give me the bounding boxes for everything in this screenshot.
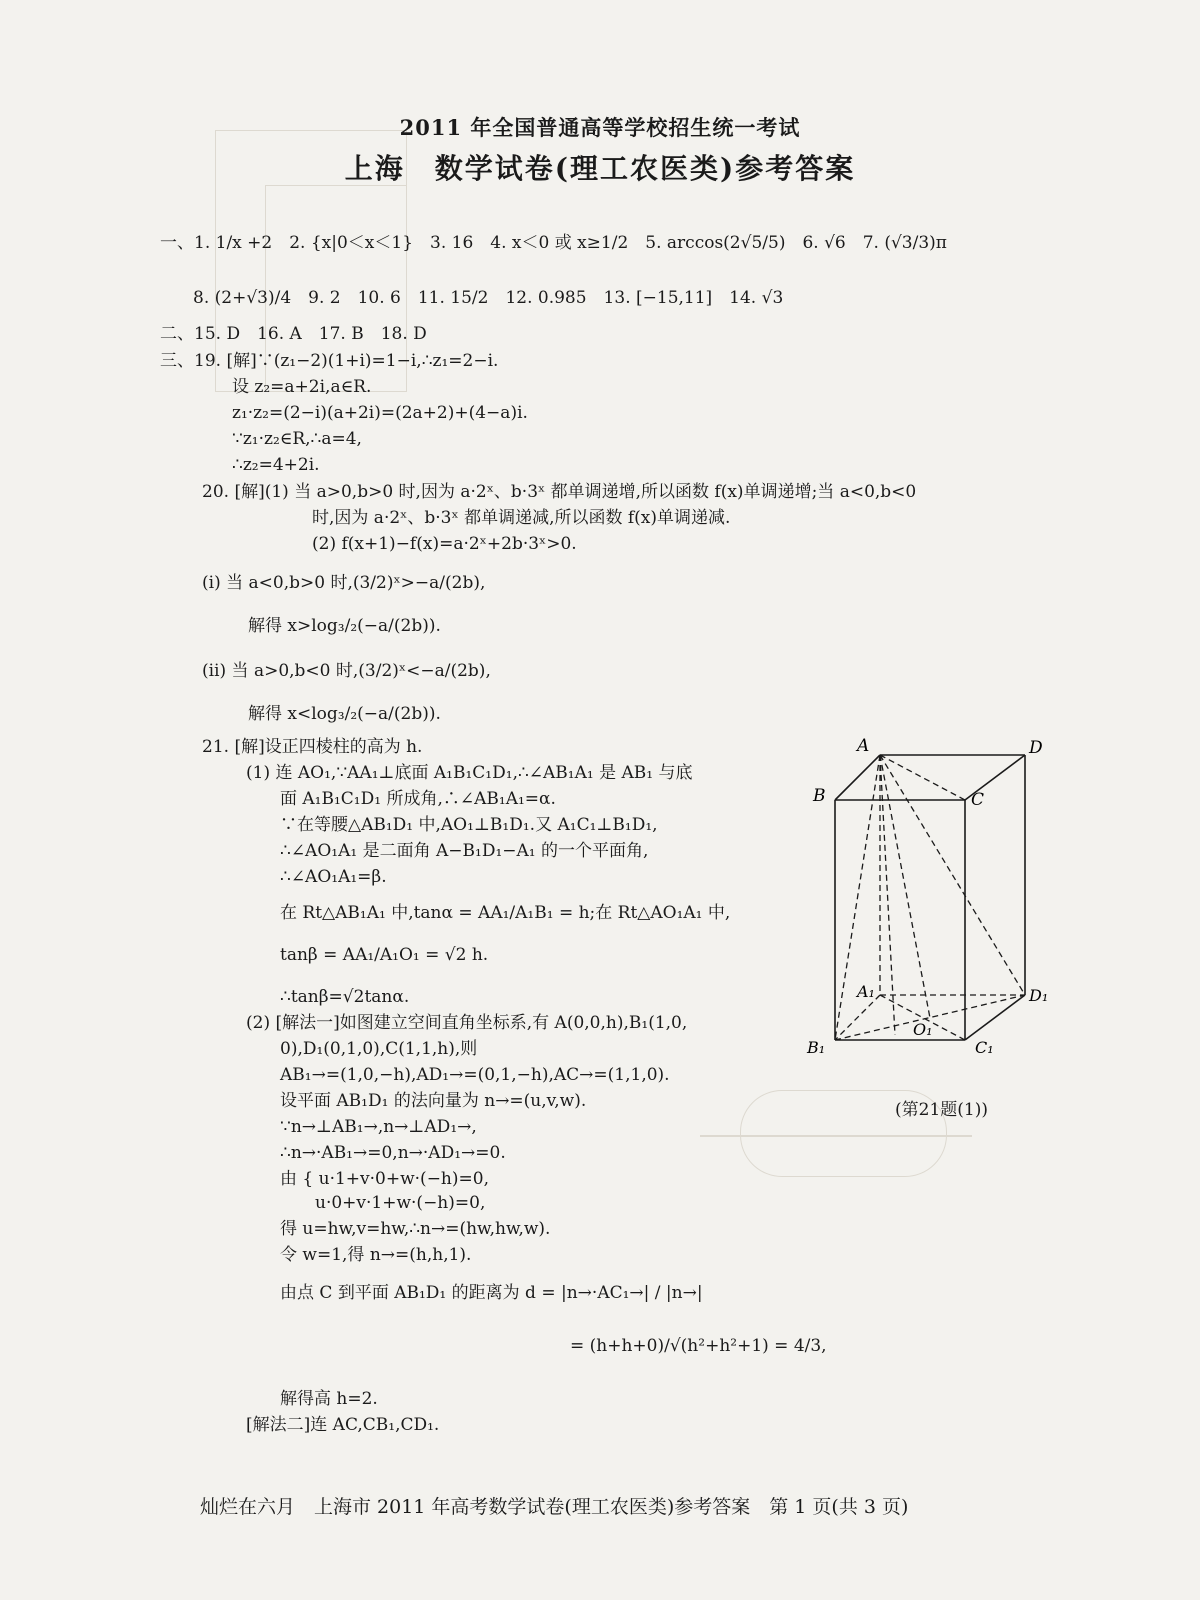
vertex-label-c: C bbox=[971, 790, 985, 810]
q21-line: ∴n→·AB₁→=0,n→·AD₁→=0. bbox=[280, 1143, 506, 1163]
q20-line: 解得 x<log₃/₂(−a/(2b)). bbox=[248, 704, 441, 724]
q21-line: 面 A₁B₁C₁D₁ 所成角,∴∠AB₁A₁=α. bbox=[280, 789, 556, 809]
vertex-label-b1: B₁ bbox=[807, 1038, 826, 1057]
q21-line: 得 u=hw,v=hw,∴n→=(hw,hw,w). bbox=[280, 1219, 551, 1239]
q19-line: ∵z₁·z₂∈R,∴a=4, bbox=[232, 429, 362, 449]
vertex-label-d: D bbox=[1029, 738, 1043, 758]
q20-line: 解得 x>log₃/₂(−a/(2b)). bbox=[248, 616, 441, 636]
q21-line: 设平面 AB₁D₁ 的法向量为 n→=(u,v,w). bbox=[280, 1091, 587, 1111]
q20-line: (ⅱ) 当 a>0,b<0 时,(3/2)ˣ<−a/(2b), bbox=[202, 661, 491, 681]
exam-title: 2011 年全国普通高等学校招生统一考试 bbox=[399, 115, 801, 140]
q19-line: z₁·z₂=(2−i)(a+2i)=(2a+2)+(4−a)i. bbox=[232, 403, 528, 423]
q21-line: (1) 连 AO₁,∵AA₁⊥底面 A₁B₁C₁D₁,∴∠AB₁A₁ 是 AB₁ 与底 bbox=[246, 763, 693, 783]
q21-line: 21. [解]设正四棱柱的高为 h. bbox=[202, 737, 423, 757]
prism-figure bbox=[805, 735, 1055, 1065]
page-footer: 灿烂在六月 上海市 2011 年高考数学试卷(理工农医类)参考答案 第 1 页(共 3 页) bbox=[200, 1496, 909, 1518]
q20-line: 20. [解](1) 当 a>0,b>0 时,因为 a·2ˣ、b·3ˣ 都单调递增,所以函数 f(x)单调递增;当 a<0,b<0 bbox=[202, 482, 917, 502]
q21-line: ∴∠AO₁A₁ 是二面角 A−B₁D₁−A₁ 的一个平面角, bbox=[280, 841, 649, 861]
q21-line: 在 Rt△AB₁A₁ 中,tanα = AA₁/A₁B₁ = h;在 Rt△AO₁A₁ 中, bbox=[280, 903, 731, 923]
figure-caption: (第21题(1)) bbox=[895, 1100, 988, 1120]
q21-line: ∵在等腰△AB₁D₁ 中,AO₁⊥B₁D₁.又 A₁C₁⊥B₁D₁, bbox=[280, 815, 658, 835]
q21-line: AB₁→=(1,0,−h),AD₁→=(0,1,−h),AC→=(1,1,0). bbox=[280, 1065, 670, 1085]
q21-line: ∴tanβ=√2tanα. bbox=[280, 987, 410, 1007]
q21-line: = (h+h+0)/√(h²+h²+1) = 4/3, bbox=[570, 1336, 827, 1356]
q19-line: 设 z₂=a+2i,a∈R. bbox=[232, 377, 372, 397]
q21-line: u·0+v·1+w·(−h)=0, bbox=[315, 1193, 486, 1213]
q19-line: ∴z₂=4+2i. bbox=[232, 455, 320, 475]
vertex-label-c1: C₁ bbox=[975, 1038, 994, 1057]
q19-line: 三、19. [解]∵(z₁−2)(1+i)=1−i,∴z₁=2−i. bbox=[160, 351, 499, 371]
bleed-through-axis bbox=[700, 1135, 972, 1137]
vertex-label-b: B bbox=[813, 786, 826, 806]
q21-line: ∴∠AO₁A₁=β. bbox=[280, 867, 387, 887]
q20-line: (ⅰ) 当 a<0,b>0 时,(3/2)ˣ>−a/(2b), bbox=[202, 573, 486, 593]
q21-line: 令 w=1,得 n→=(h,h,1). bbox=[280, 1245, 472, 1265]
q21-line: 由 { u·1+v·0+w·(−h)=0, bbox=[280, 1169, 489, 1189]
fill-in-answers-row-1: 一、1. 1/x +2 2. {x|0＜x＜1} 3. 16 4. x＜0 或 x≥1/2 5. arccos(2√5/5) 6. √6 7. (√3/3)π bbox=[160, 233, 947, 253]
q20-line: 时,因为 a·2ˣ、b·3ˣ 都单调递减,所以函数 f(x)单调递减. bbox=[312, 508, 731, 528]
choice-answers: 二、15. D 16. A 17. B 18. D bbox=[160, 324, 427, 344]
q21-line: 解得高 h=2. bbox=[280, 1389, 378, 1409]
q21-line: 由点 C 到平面 AB₁D₁ 的距离为 d = |n→·AC₁→| / |n→| bbox=[280, 1283, 703, 1303]
q21-line: (2) [解法一]如图建立空间直角坐标系,有 A(0,0,h),B₁(1,0, bbox=[246, 1013, 688, 1033]
vertex-label-o1: O₁ bbox=[913, 1020, 933, 1039]
vertex-label-d1: D₁ bbox=[1029, 986, 1049, 1005]
q21-line: tanβ = AA₁/A₁O₁ = √2 h. bbox=[280, 945, 489, 965]
vertex-label-a1: A₁ bbox=[857, 982, 875, 1001]
fill-in-answers-row-2: 8. (2+√3)/4 9. 2 10. 6 11. 15/2 12. 0.985 13. [−15,11] 14. √3 bbox=[193, 288, 784, 308]
q21-line: 0),D₁(0,1,0),C(1,1,h),则 bbox=[280, 1039, 478, 1059]
answer-subtitle: 上海 数学试卷(理工农医类)参考答案 bbox=[344, 152, 856, 185]
q21-line: ∵n→⊥AB₁→,n→⊥AD₁→, bbox=[280, 1117, 477, 1137]
q21-line: [解法二]连 AC,CB₁,CD₁. bbox=[246, 1415, 440, 1435]
q20-line: (2) f(x+1)−f(x)=a·2ˣ+2b·3ˣ>0. bbox=[312, 534, 577, 554]
vertex-label-a: A bbox=[857, 736, 870, 756]
